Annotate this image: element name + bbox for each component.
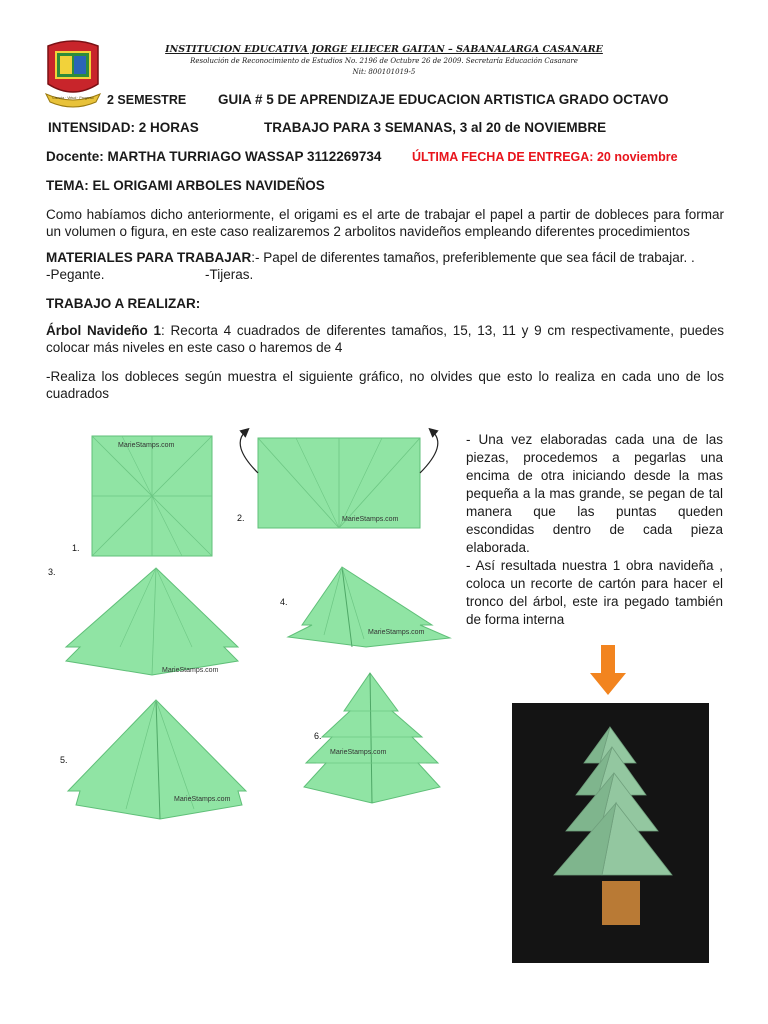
folding-diagram: [46, 425, 456, 835]
step3-label: 3.: [48, 567, 56, 577]
materials-label: MATERIALES PARA TRABAJAR: [46, 250, 252, 265]
folds-paragraph: -Realiza los dobleces según muestra el siguiente gráfico, no olvides que esto lo realiza en cada uno de los cuadrados: [46, 369, 724, 401]
step5-label: 5.: [60, 755, 68, 765]
materials-text: :- Papel de diferentes tamaños, preferiblemente que sea fácil de trabajar. .: [251, 250, 695, 265]
down-arrow-icon: [590, 645, 626, 695]
materials-glue: -Pegante.: [46, 267, 105, 282]
watermark-4: MarieStamps.com: [368, 629, 425, 636]
semester-label: 2 SEMESTRE: [107, 93, 187, 107]
work-heading: TRABAJO A REALIZAR:: [46, 296, 201, 311]
tree1-paragraph: [46, 322, 724, 356]
tree1-text: : Recorta 4 cuadrados de diferentes tamaños, 15, 13, 11 y 9 cm respectivamente, puedes colocar más niveles en este caso o haremos de 4: [46, 323, 724, 355]
assembly-step-1: - Una vez elaboradas cada una de las piezas, procedemos a pegarlas una encima de otra iniciando desde la mas pequeña a la mas grande, se pegan de tal manera que las puntas queden escondidas dentro de cada pieza elaborada.: [466, 432, 723, 555]
step4-label: 4.: [280, 597, 288, 607]
institution-name: INSTITUCION EDUCATIVA JORGE ELIECER GAITAN – SABANALARGA CASANARE: [165, 44, 603, 55]
duration-label: TRABAJO PARA 3 SEMANAS, 3 al 20 de NOVIEMBRE: [264, 120, 607, 135]
finished-tree-photo: [512, 703, 709, 963]
tree1-label: Árbol Navideño 1: [46, 323, 162, 338]
materials-scissors: -Tijeras.: [205, 267, 254, 282]
step2-label: 2.: [237, 513, 245, 523]
step5-triangle: [68, 700, 246, 819]
teacher-label: Docente: MARTHA TURRIAGO WASSAP 3112269734: [46, 149, 382, 164]
step1-label: 1.: [72, 543, 80, 553]
resolution-line: Resolución de Reconocimiento de Estudios No. 2196 de Octubre 26 de 2009. Secretaría Educación Casanare: [190, 57, 578, 65]
step2-rectangle: [240, 431, 438, 528]
materials-line: [46, 249, 724, 266]
topic-heading: TEMA: EL ORIGAMI ARBOLES NAVIDEÑOS: [46, 178, 325, 193]
deadline-label: ÚLTIMA FECHA DE ENTREGA: 20 noviembre: [412, 150, 678, 164]
guide-title: GUIA # 5 DE APRENDIZAJE EDUCACION ARTISTICA GRADO OCTAVO: [218, 92, 669, 107]
step1-square: [92, 436, 212, 556]
step4-triangle: [288, 567, 450, 647]
logo-motto: Ciencia · Virtud · Progreso: [52, 96, 94, 100]
nit-line: Nit: 800101019-5: [352, 68, 416, 76]
step3-triangle: [66, 568, 238, 675]
watermark-5: MarieStamps.com: [174, 796, 231, 803]
intro-paragraph: Como habíamos dicho anteriormente, el origami es el arte de trabajar el papel a partir de dobleces para formar un volumen o figura, en este caso realizaremos 2 arbolitos navideños empleando diferentes procedimientos: [46, 207, 724, 239]
assembly-step-2: - Así resultada nuestra 1 obra navideña , coloca un recorte de cartón para hacer el tronco del árbol, este ira pegado también de forma interna: [466, 558, 723, 627]
watermark-1: MarieStamps.com: [118, 442, 175, 449]
intensity-label: INTENSIDAD: 2 HORAS: [48, 120, 199, 135]
watermark-3: MarieStamps.com: [162, 667, 219, 674]
step6-label: 6.: [314, 731, 322, 741]
watermark-2: MarieStamps.com: [342, 516, 399, 523]
watermark-6: MarieStamps.com: [330, 749, 387, 756]
assembly-instructions: [466, 431, 723, 629]
step6-tree: [304, 673, 440, 803]
